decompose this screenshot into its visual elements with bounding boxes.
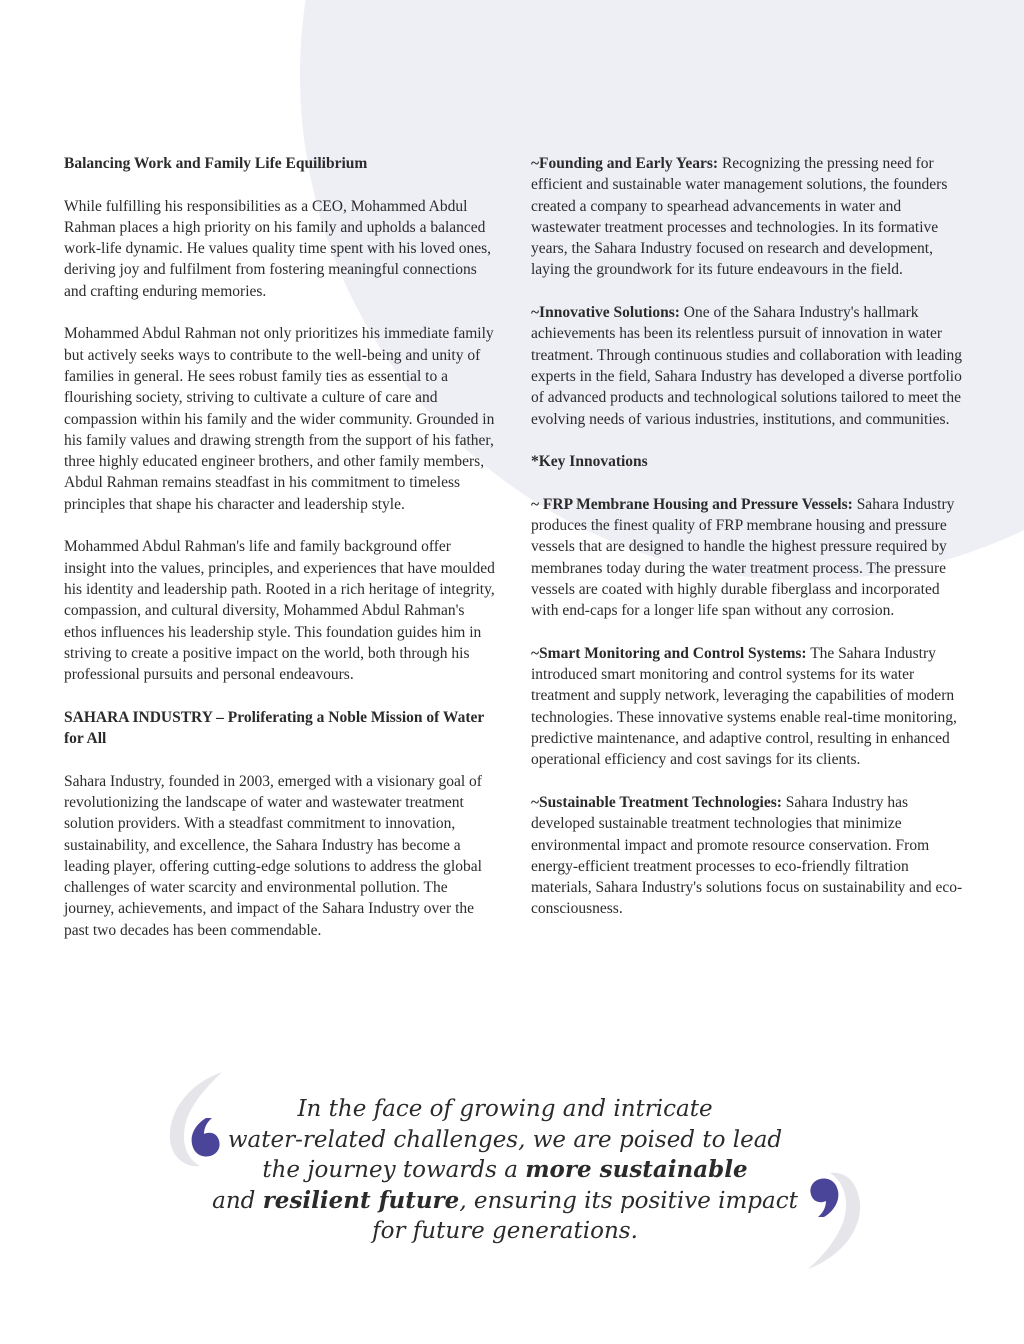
left-column [64, 153, 496, 962]
paragraph-innovative [531, 302, 963, 430]
right-column [531, 153, 963, 941]
paragraph-smart-monitoring [531, 643, 963, 771]
paragraph-background: Mohammed Abdul Rahman's life and family background offer insight into the values, principles, and experiences that have moulded his identity and leadership path. Rooted in a rich heritage of integrity, compassion, and cultural diversity, Mohammed Abdul Rahman's ethos influences his leadership style. This foundation guides him in striving to create a positive impact on the world, both through his professional pursuits and personal endeavours. [64, 538, 495, 684]
paragraph-founding [531, 153, 963, 281]
paragraph-family-values: Mohammed Abdul Rahman not only prioritizes his immediate family but actively seeks ways to contribute to the well-being and unity of families in general. He sees robust family ties as essential to a flourishing society, striving to cultivate a culture of care and compassion within his family and the wider community. Grounded in his family values and drawing strength from the support of his father, three highly educated engineer brothers, and other family members, Abdul Rahman remains steadfast in his commitment to timeless principles that shape his character and leadership style. [64, 325, 495, 513]
founding-label: ~Founding and Early Years: [531, 155, 719, 172]
quote-emphasis-resilient: resilient future [262, 1186, 460, 1214]
smart-label: ~Smart Monitoring and Control Systems: [531, 644, 807, 662]
key-innovations-heading: *Key Innovations [531, 453, 648, 471]
frp-label: ~ FRP Membrane Housing and Pressure Vessels: [531, 495, 853, 513]
frp-text: Sahara Industry produces the finest quality of FRP membrane housing and pressure vessels that are designed to handle the highest pressure required by membranes today during the water treatment process. The pressure vessels are coated with highly durable fiberglass and incorporated with end-caps for a longer life span without any corrosion. [531, 495, 955, 620]
sustain-label: ~Sustainable Treatment Technologies: [531, 793, 782, 811]
founding-text: Recognizing the pressing need for efficient and sustainable water management solutions, the founders created a company to spearhead advancements in water and wastewater treatment processes and technologies. In its formative years, the Sahara Industry focused on research and development, laying the groundwork for its future endeavours in the field. [531, 155, 948, 279]
paragraph-frp [531, 494, 963, 622]
quote-line-3-text: the journey towards a [262, 1157, 526, 1183]
quote-line-3 [200, 1155, 810, 1186]
quote-emphasis-sustainable: more sustainable [525, 1156, 748, 1183]
paragraph-sahara-intro: Sahara Industry, founded in 2003, emerged with a visionary goal of revolutionizing the landscape of water and wastewater treatment solution providers. With a steadfast commitment to innovation, sustainability, and excellence, the Sahara Industry has become a leading player, offering cutting-edge solutions to address the global challenges of water scarcity and environmental pollution. The journey, achievements, and impact of the Sahara Industry over the past two decades has been commendable. [64, 772, 482, 939]
innovative-label: ~Innovative Solutions: [531, 304, 680, 322]
quote-line-4 [200, 1186, 810, 1217]
smart-text: The Sahara Industry introduced smart monitoring and control systems for its water treatment and supply network, leveraging the capabilities of modern technologies. These innovative systems enable real-time monitoring, predictive maintenance, and adaptive control, resulting in enhanced operational efficiency and cost savings for its clients. [531, 644, 957, 769]
paragraph-sustainable [531, 792, 963, 920]
section-heading-family: Balancing Work and Family Life Equilibrium [64, 155, 368, 172]
sustain-text: Sahara Industry has developed sustainable treatment technologies that minimize environmental impact and promote resource conservation. From energy-efficient treatment processes to eco-friendly filtration materials, Sahara Industry's solutions focus on sustainability and eco-consciousness. [531, 793, 963, 918]
quote-text [200, 1094, 810, 1247]
pull-quote [0, 1070, 1024, 1300]
quote-line-2: water-related challenges, we are poised to lead [227, 1126, 783, 1153]
quote-line-4-text: and [212, 1187, 263, 1214]
innovative-text: One of the Sahara Industry's hallmark achievements has been its relentless pursuit of innovation in water treatment. Through continuous studies and collaboration with leading experts in the field, Sahara Industry has developed a diverse portfolio of advanced products and technological solutions tailored to meet the evolving needs of various industries, institutions, and communities. [531, 304, 963, 428]
quote-line-1: In the face of growing and intricate [297, 1096, 713, 1122]
quote-line-4-tail: , ensuring its positive impact [459, 1187, 798, 1214]
quote-line-5: for future generations. [372, 1218, 638, 1244]
section-heading-sahara: SAHARA INDUSTRY – Proliferating a Noble Mission of Water for All [64, 708, 484, 748]
paragraph-work-life: While fulfilling his responsibilities as a CEO, Mohammed Abdul Rahman places a high priority on his family and upholds a balanced work-life dynamic. He values quality time spent with his loved ones, deriving joy and fulfilment from fostering meaningful connections and crafting enduring memories. [64, 197, 492, 300]
